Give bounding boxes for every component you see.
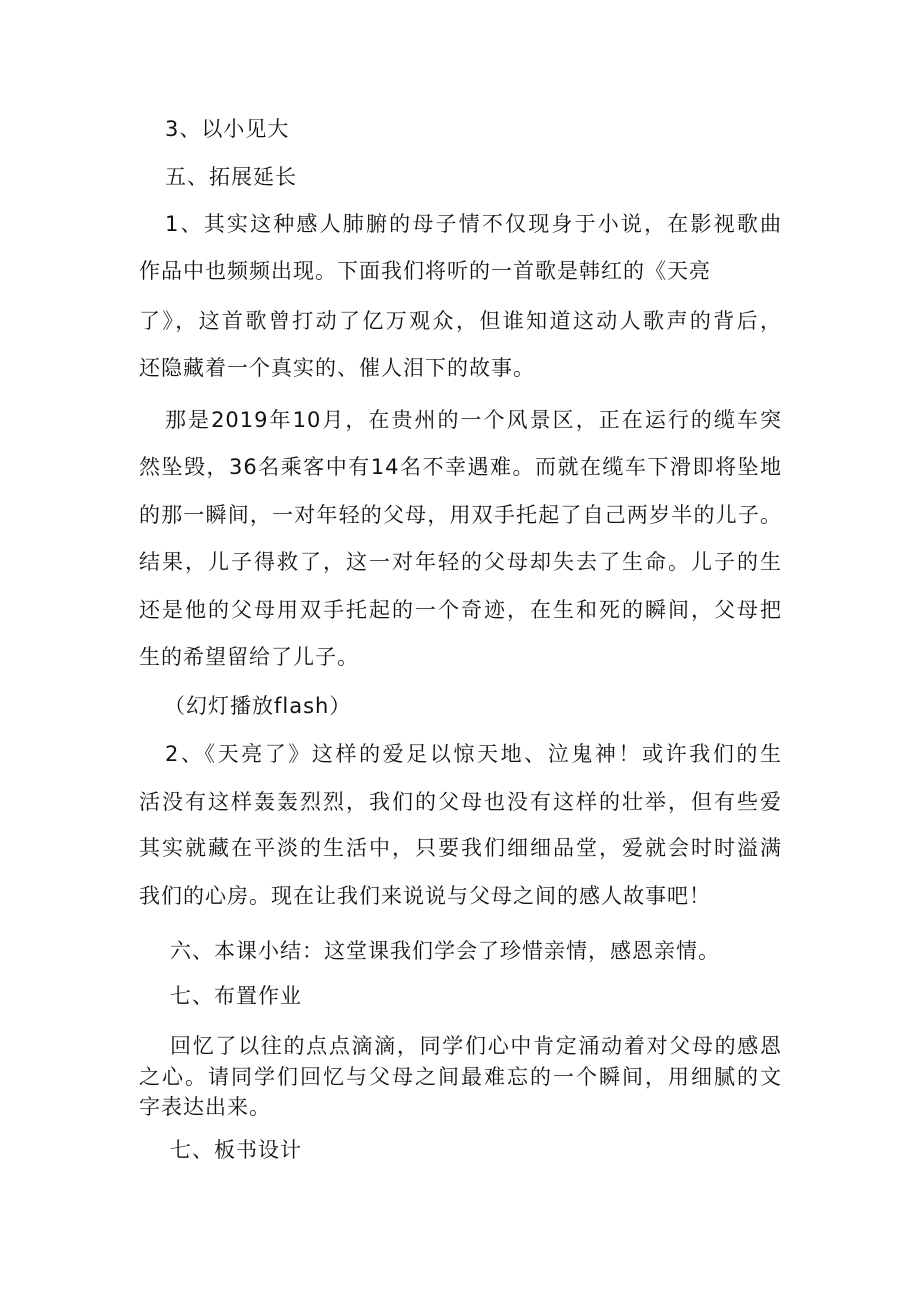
paragraph-line: 生的希望留给了儿子。	[139, 645, 359, 669]
section-7-heading: 七、布置作业	[170, 984, 302, 1008]
paragraph-line: 2、《天亮了》这样的爱足以惊天地、泣鬼神！或许我们的生	[165, 742, 782, 766]
paragraph-line: 然坠毁，36名乘客中有14名不幸遇难。而就在缆车下滑即将坠地	[139, 455, 782, 479]
paragraph-line: 其实就藏在平淡的生活中，只要我们细细品堂，爱就会时时溢满	[139, 836, 782, 860]
section-6-summary: 六、本课小结：这堂课我们学会了珍惜亲情，感恩亲情。	[170, 939, 720, 963]
paragraph-line: 还是他的父母用双手托起的一个奇迹，在生和死的瞬间，父母把	[139, 598, 782, 622]
paragraph-line: 字表达出来。	[139, 1095, 271, 1119]
paragraph-line: 那是2019年10月，在贵州的一个风景区，正在运行的缆车突	[165, 408, 782, 432]
slide-note: （幻灯播放flash）	[164, 694, 352, 718]
paragraph-line: 1、其实这种感人肺腑的母子情不仅现身于小说，在影视歌曲	[165, 212, 782, 236]
section-5-heading: 五、拓展延长	[165, 165, 297, 189]
paragraph-line: 了》，这首歌曾打动了亿万观众，但谁知道这动人歌声的背后，	[139, 309, 782, 333]
paragraph-line: 之心。请同学们回忆与父母之间最难忘的一个瞬间，用细腻的文	[139, 1065, 782, 1089]
paragraph-line: 回忆了以往的点点滴滴，同学们心中肯定涌动着对父母的感恩	[170, 1034, 782, 1058]
paragraph-line: 作品中也频频出现。下面我们将听的一首歌是韩红的《天亮	[139, 259, 711, 283]
paragraph-line: 我们的心房。现在让我们来说说与父母之间的感人故事吧！	[139, 884, 711, 908]
paragraph-line: 活没有这样轰轰烈烈，我们的父母也没有这样的壮举，但有些爱	[139, 790, 782, 814]
section-7-board-design-heading: 七、板书设计	[170, 1138, 302, 1162]
paragraph-line: 还隐藏着一个真实的、催人泪下的故事。	[139, 356, 535, 380]
paragraph-line: 结果，儿子得救了，这一对年轻的父母却失去了生命。儿子的生	[139, 550, 782, 574]
item-3-heading: 3、以小见大	[165, 117, 290, 141]
paragraph-line: 的那一瞬间，一对年轻的父母，用双手托起了自己两岁半的儿子。	[139, 503, 782, 527]
